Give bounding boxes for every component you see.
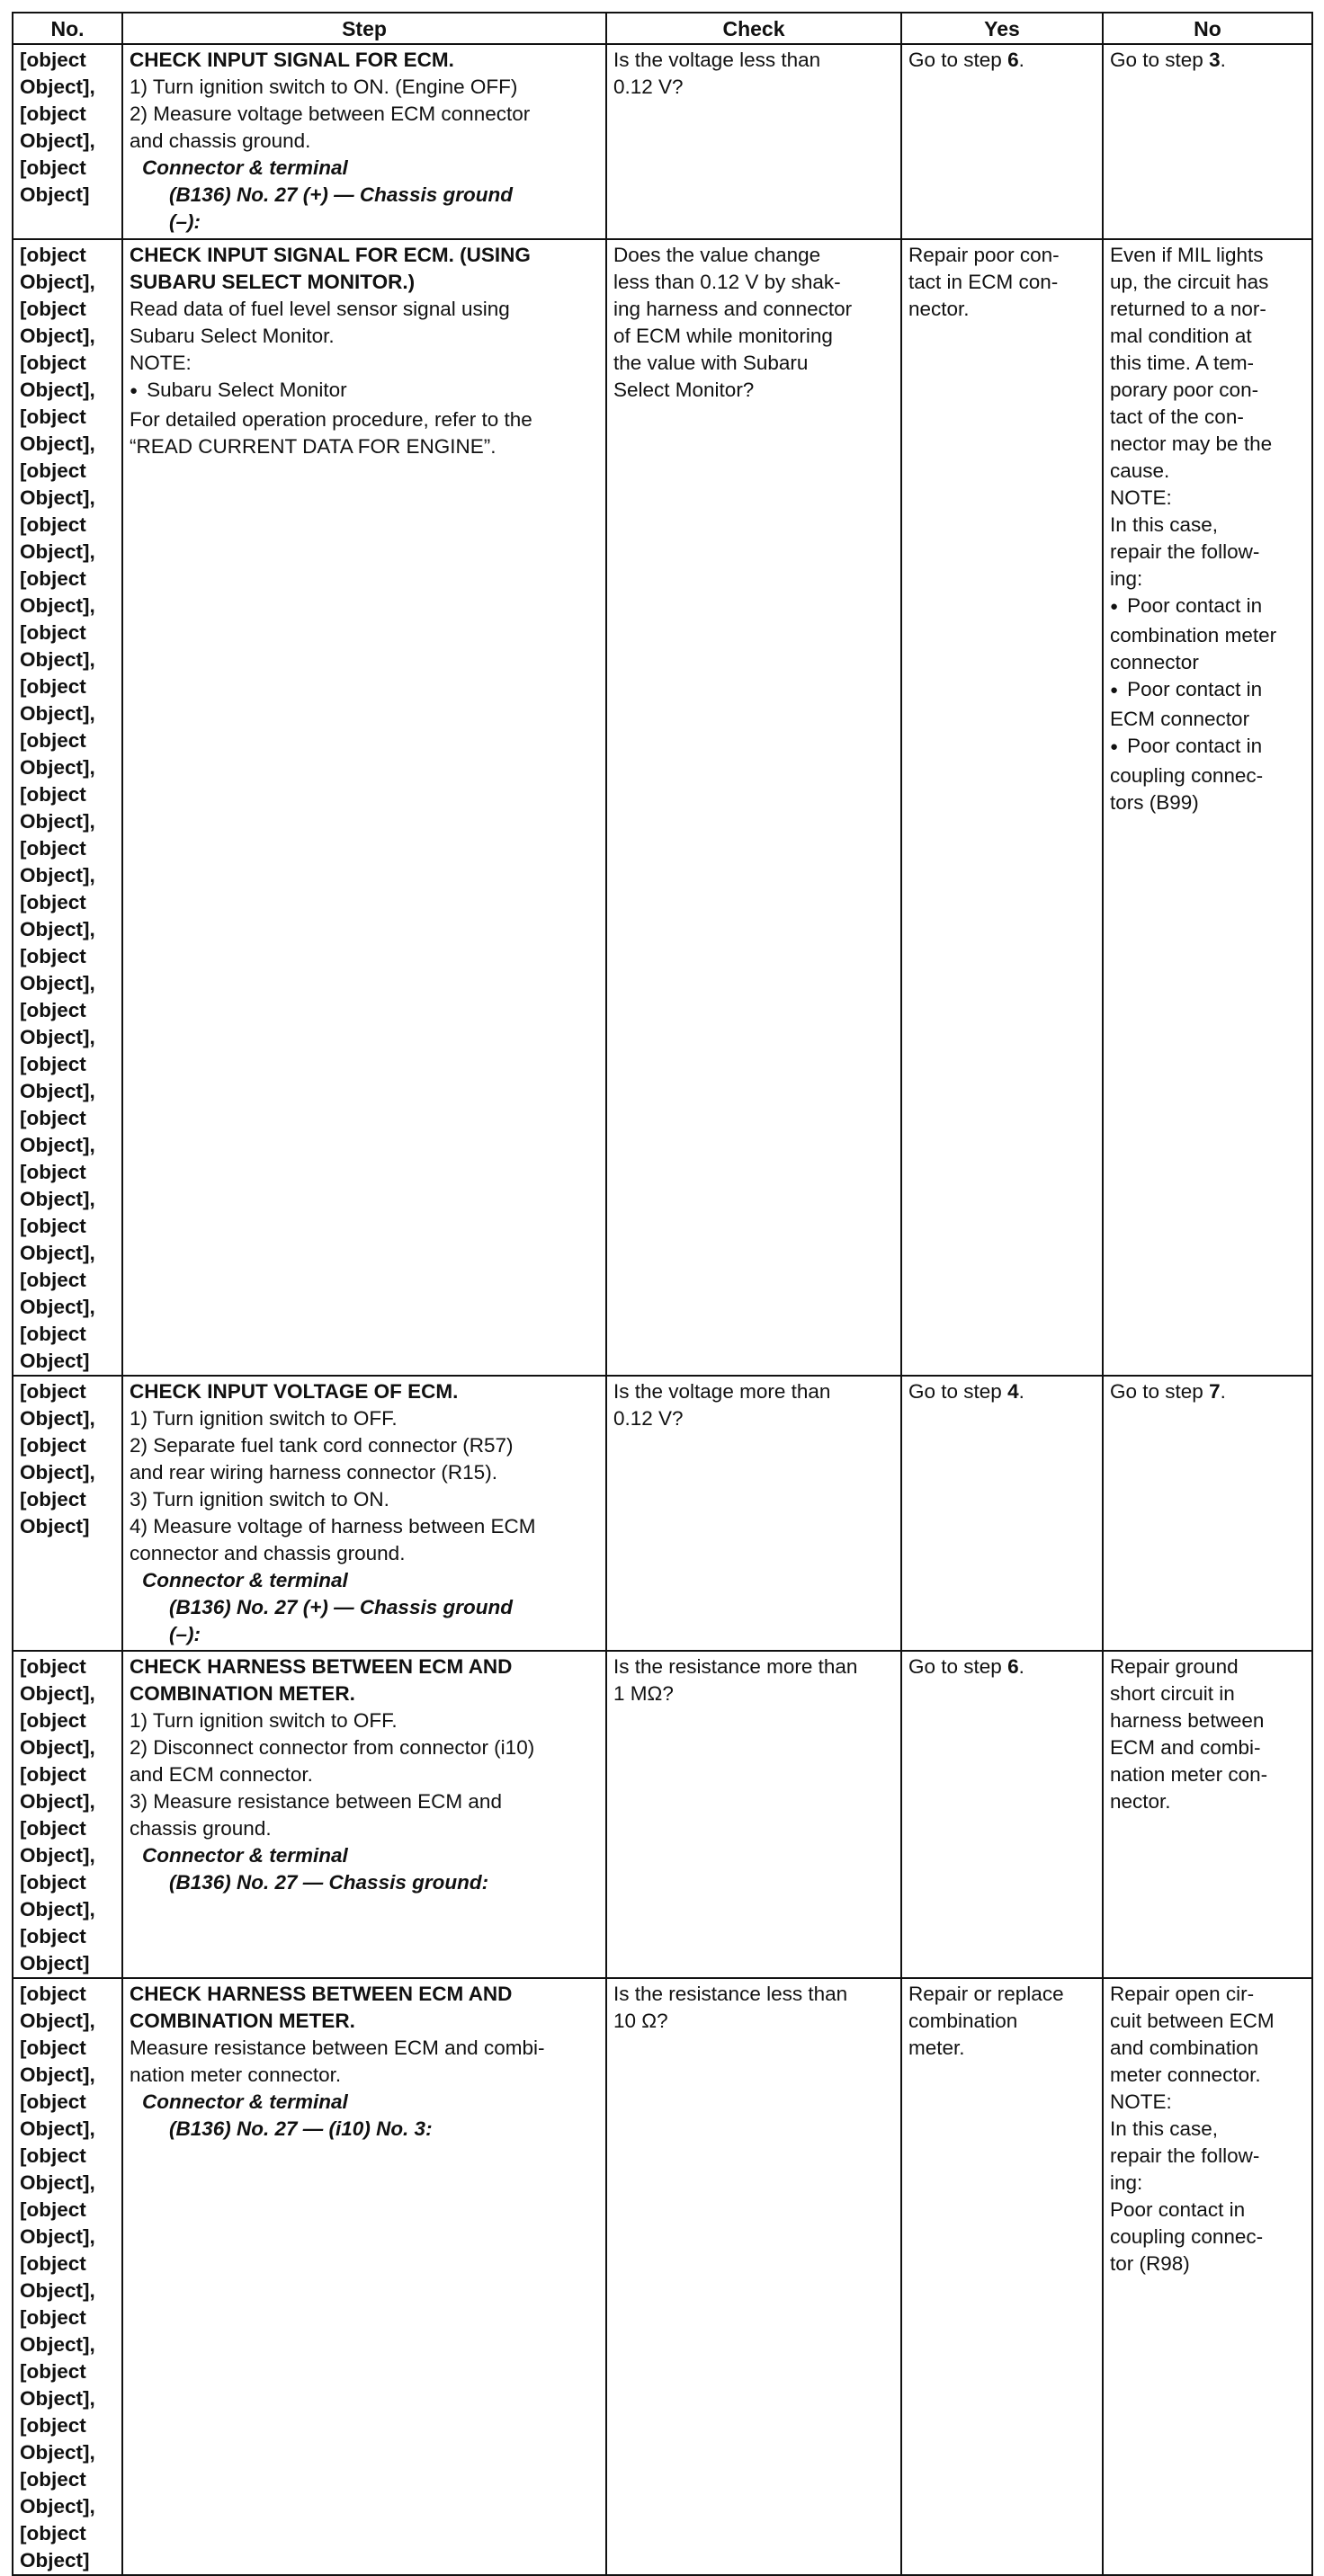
no-text: Go to step bbox=[1110, 49, 1210, 71]
no-line: up, the circuit has bbox=[1110, 271, 1269, 293]
check-line: Does the value change bbox=[613, 244, 821, 266]
check-cell bbox=[606, 1376, 901, 1651]
yes-text: . bbox=[1018, 1380, 1024, 1403]
step-line: and chassis ground. bbox=[130, 129, 311, 152]
no-line: porary poor con- bbox=[1110, 379, 1259, 401]
no-line: ECM and combi- bbox=[1110, 1736, 1261, 1759]
step-cell bbox=[122, 239, 606, 1376]
step-number: [object Object],[object Object],[object Object],[object Object],[object Object],[object Object],[object Object],[object Object],[object Object],[object Object],[object Object],[object Object],[object Object],[object Object],[object Object],[object Object],[object Object],[object Object],[object Object],[object Object],[object Object] bbox=[13, 239, 122, 1376]
check-cell bbox=[606, 239, 901, 1376]
no-line: repair the follow- bbox=[1110, 2144, 1260, 2167]
yes-line: combination bbox=[908, 2010, 1018, 2032]
yes-line: meter. bbox=[908, 2037, 965, 2059]
step-cell bbox=[122, 1376, 606, 1651]
table-row bbox=[13, 239, 1312, 1376]
yes-cell bbox=[901, 1978, 1103, 2575]
yes-text: . bbox=[1018, 49, 1024, 71]
diagnostic-table bbox=[12, 12, 1313, 2576]
no-line: Repair open cir- bbox=[1110, 1983, 1255, 2005]
step-line: 2) Separate fuel tank cord connector (R57) bbox=[130, 1434, 514, 1457]
check-line: Is the voltage less than bbox=[613, 49, 821, 71]
no-line: connector bbox=[1110, 651, 1199, 673]
step-reference: 3 bbox=[1209, 49, 1221, 71]
no-line: meter connector. bbox=[1110, 2063, 1261, 2086]
yes-line: Repair or replace bbox=[908, 1983, 1064, 2005]
step-reference: 6 bbox=[1007, 49, 1019, 71]
no-line: nation meter con- bbox=[1110, 1763, 1268, 1786]
step-line: Measure resistance between ECM and combi- bbox=[130, 2037, 545, 2059]
check-line: of ECM while monitoring bbox=[613, 325, 833, 347]
no-line: harness between bbox=[1110, 1709, 1265, 1732]
check-line: Is the resistance more than bbox=[613, 1655, 858, 1678]
step-line: (B136) No. 27 — (i10) No. 3: bbox=[169, 2117, 433, 2140]
step-line: SUBARU SELECT MONITOR.) bbox=[130, 271, 416, 293]
no-action-cell bbox=[1103, 1978, 1312, 2575]
no-line: Even if MIL lights bbox=[1110, 244, 1264, 266]
step-line: “READ CURRENT DATA FOR ENGINE”. bbox=[130, 435, 497, 458]
no-line: tact of the con- bbox=[1110, 406, 1244, 428]
check-line: less than 0.12 V by shak- bbox=[613, 271, 841, 293]
no-text: . bbox=[1220, 49, 1226, 71]
step-line: and ECM connector. bbox=[130, 1763, 313, 1786]
yes-text: Go to step bbox=[908, 1380, 1008, 1403]
step-line: (–): bbox=[169, 210, 201, 233]
step-reference: 4 bbox=[1007, 1380, 1019, 1403]
step-cell bbox=[122, 44, 606, 239]
yes-text: Go to step bbox=[908, 1655, 1008, 1678]
no-line: nector. bbox=[1110, 1790, 1171, 1813]
no-line: combination meter bbox=[1110, 624, 1277, 646]
table-row bbox=[13, 1651, 1312, 1978]
header-no-col: No bbox=[1103, 13, 1312, 44]
header-yes: Yes bbox=[901, 13, 1103, 44]
step-line: and rear wiring harness connector (R15). bbox=[130, 1461, 497, 1484]
step-line: Connector & terminal bbox=[142, 1569, 348, 1591]
yes-line: Repair poor con- bbox=[908, 244, 1060, 266]
step-line: 1) Turn ignition switch to ON. (Engine OFF) bbox=[130, 76, 518, 98]
step-line: 3) Turn ignition switch to ON. bbox=[130, 1488, 389, 1511]
no-line: ● Poor contact in bbox=[1110, 593, 1305, 622]
no-line: and combination bbox=[1110, 2037, 1259, 2059]
no-line: NOTE: bbox=[1110, 2090, 1172, 2113]
step-line: NOTE: bbox=[130, 352, 192, 374]
check-line: Is the resistance less than bbox=[613, 1983, 848, 2005]
step-line: CHECK INPUT SIGNAL FOR ECM. bbox=[130, 49, 454, 71]
step-line: (–): bbox=[169, 1623, 201, 1645]
table-row bbox=[13, 1376, 1312, 1651]
table-row bbox=[13, 1978, 1312, 2575]
step-line: 2) Measure voltage between ECM connector bbox=[130, 103, 531, 125]
step-line: CHECK HARNESS BETWEEN ECM AND bbox=[130, 1655, 513, 1678]
no-line: tor (R98) bbox=[1110, 2252, 1190, 2275]
no-action-cell bbox=[1103, 1376, 1312, 1651]
yes-text: . bbox=[1018, 1655, 1024, 1678]
check-cell bbox=[606, 1651, 901, 1978]
no-line: coupling connec- bbox=[1110, 2225, 1264, 2248]
no-line: Poor contact in bbox=[1110, 2198, 1246, 2221]
no-line: ● Poor contact in bbox=[1110, 733, 1305, 762]
step-line: Read data of fuel level sensor signal using bbox=[130, 298, 510, 320]
step-line: (B136) No. 27 — Chassis ground: bbox=[169, 1871, 489, 1894]
table-row bbox=[13, 44, 1312, 239]
no-line bbox=[1110, 47, 1305, 74]
no-line: In this case, bbox=[1110, 513, 1219, 536]
check-line: 0.12 V? bbox=[613, 1407, 684, 1430]
step-line: ● Subaru Select Monitor bbox=[130, 377, 599, 406]
step-reference: 6 bbox=[1007, 1655, 1019, 1678]
yes-line: tact in ECM con- bbox=[908, 271, 1059, 293]
no-line: mal condition at bbox=[1110, 325, 1252, 347]
no-line: short circuit in bbox=[1110, 1682, 1235, 1705]
step-line: Connector & terminal bbox=[142, 156, 348, 179]
diagnostic-sheet bbox=[12, 12, 1311, 2572]
no-line: returned to a nor- bbox=[1110, 298, 1266, 320]
no-line: coupling connec- bbox=[1110, 764, 1264, 787]
step-number: [object Object],[object Object],[object Object],[object Object],[object Object],[object Object],[object Object],[object Object],[object Object],[object Object],[object Object] bbox=[13, 1978, 122, 2575]
header-row bbox=[13, 13, 1312, 44]
no-text: Go to step bbox=[1110, 1380, 1210, 1403]
yes-cell bbox=[901, 1651, 1103, 1978]
no-action-cell bbox=[1103, 239, 1312, 1376]
yes-cell bbox=[901, 1376, 1103, 1651]
step-line: CHECK INPUT SIGNAL FOR ECM. (USING bbox=[130, 244, 531, 266]
header-check: Check bbox=[606, 13, 901, 44]
check-line: 1 MΩ? bbox=[613, 1682, 674, 1705]
no-text: . bbox=[1220, 1380, 1226, 1403]
no-line: Repair ground bbox=[1110, 1655, 1239, 1678]
step-line: CHECK HARNESS BETWEEN ECM AND bbox=[130, 1983, 513, 2005]
no-line bbox=[1110, 1378, 1305, 1405]
yes-cell bbox=[901, 239, 1103, 1376]
step-reference: 7 bbox=[1209, 1380, 1221, 1403]
step-line: 1) Turn ignition switch to OFF. bbox=[130, 1709, 398, 1732]
no-line: NOTE: bbox=[1110, 486, 1172, 509]
check-cell bbox=[606, 1978, 901, 2575]
step-cell bbox=[122, 1978, 606, 2575]
no-action-cell bbox=[1103, 1651, 1312, 1978]
no-line: cuit between ECM bbox=[1110, 2010, 1275, 2032]
step-line: (B136) No. 27 (+) — Chassis ground bbox=[169, 1596, 513, 1618]
no-line: tors (B99) bbox=[1110, 791, 1199, 814]
step-line: CHECK INPUT VOLTAGE OF ECM. bbox=[130, 1380, 459, 1403]
check-line: ing harness and connector bbox=[613, 298, 853, 320]
step-line: Connector & terminal bbox=[142, 2090, 348, 2113]
no-line: nector may be the bbox=[1110, 432, 1273, 455]
check-line: the value with Subaru bbox=[613, 352, 809, 374]
step-line: For detailed operation procedure, refer to the bbox=[130, 408, 532, 431]
yes-line bbox=[908, 47, 1096, 74]
no-line: ECM connector bbox=[1110, 708, 1250, 730]
no-line: ● Poor contact in bbox=[1110, 676, 1305, 706]
yes-line: nector. bbox=[908, 298, 970, 320]
check-line: 0.12 V? bbox=[613, 76, 684, 98]
check-line: Is the voltage more than bbox=[613, 1380, 831, 1403]
no-line: repair the follow- bbox=[1110, 540, 1260, 563]
yes-cell bbox=[901, 44, 1103, 239]
step-line: 1) Turn ignition switch to OFF. bbox=[130, 1407, 398, 1430]
no-line: In this case, bbox=[1110, 2117, 1219, 2140]
step-line: connector and chassis ground. bbox=[130, 1542, 406, 1564]
step-line: Subaru Select Monitor. bbox=[130, 325, 335, 347]
step-line: COMBINATION METER. bbox=[130, 1682, 355, 1705]
check-cell bbox=[606, 44, 901, 239]
step-line: 4) Measure voltage of harness between ECM bbox=[130, 1515, 536, 1538]
header-no: No. bbox=[13, 13, 122, 44]
no-line: ing: bbox=[1110, 567, 1143, 590]
step-number: [object Object],[object Object],[object Object],[object Object],[object Object],[object Object] bbox=[13, 1651, 122, 1978]
step-line: (B136) No. 27 (+) — Chassis ground bbox=[169, 183, 513, 206]
check-line: 10 Ω? bbox=[613, 2010, 668, 2032]
step-number: [object Object],[object Object],[object Object] bbox=[13, 1376, 122, 1651]
step-cell bbox=[122, 1651, 606, 1978]
header-step: Step bbox=[122, 13, 606, 44]
step-line: 2) Disconnect connector from connector (i10) bbox=[130, 1736, 535, 1759]
yes-line bbox=[908, 1378, 1096, 1405]
check-line: Select Monitor? bbox=[613, 379, 755, 401]
step-line: COMBINATION METER. bbox=[130, 2010, 355, 2032]
no-line: cause. bbox=[1110, 459, 1170, 482]
yes-text: Go to step bbox=[908, 49, 1008, 71]
no-line: ing: bbox=[1110, 2171, 1143, 2194]
step-line: chassis ground. bbox=[130, 1817, 272, 1840]
yes-line bbox=[908, 1653, 1096, 1680]
no-action-cell bbox=[1103, 44, 1312, 239]
step-line: 3) Measure resistance between ECM and bbox=[130, 1790, 502, 1813]
no-line: this time. A tem- bbox=[1110, 352, 1255, 374]
step-number: [object Object],[object Object],[object Object] bbox=[13, 44, 122, 239]
step-line: nation meter connector. bbox=[130, 2063, 342, 2086]
step-line: Connector & terminal bbox=[142, 1844, 348, 1867]
